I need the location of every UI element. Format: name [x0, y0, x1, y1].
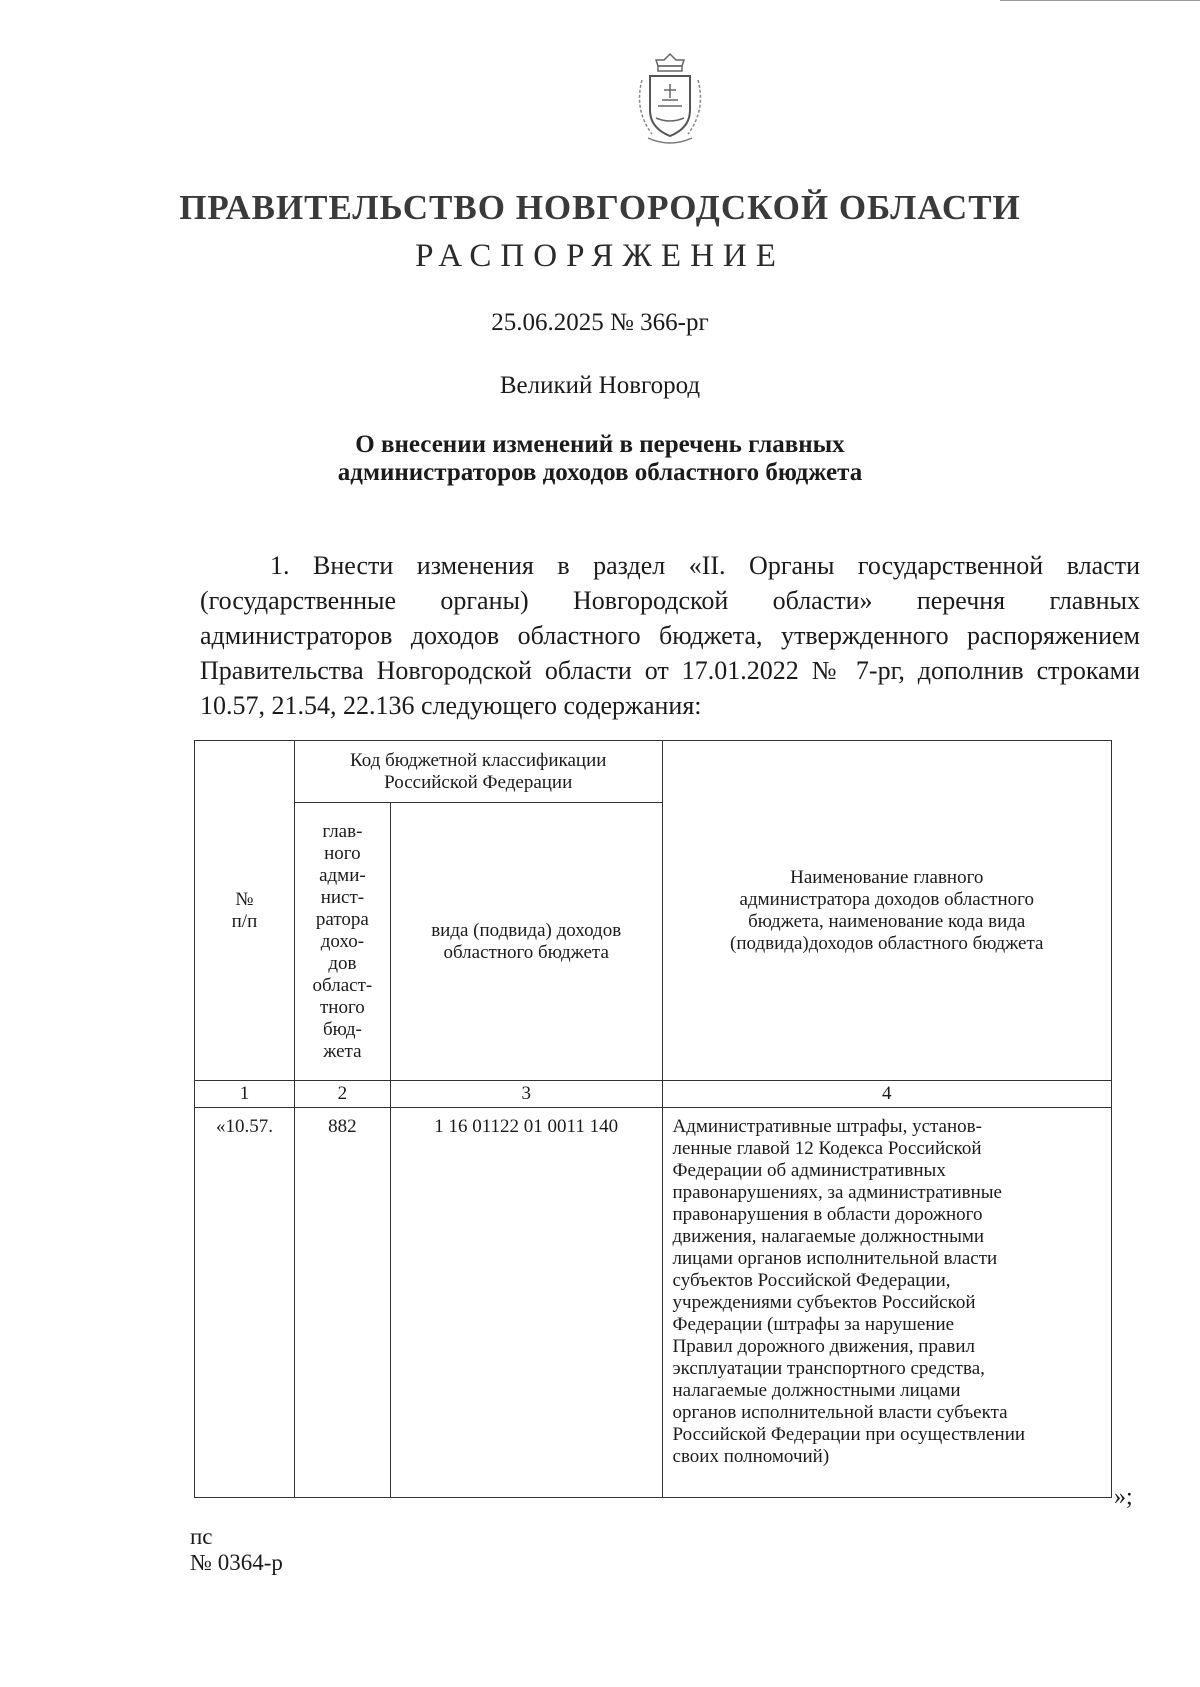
row-num: «10.57. [195, 1108, 295, 1498]
header-name: Наименование главного администратора доходов областного бюджета, наименование кода вида (подвида)доходов областного бюджета [662, 741, 1111, 1081]
footer-note [190, 1524, 283, 1576]
header-type: вида (подвида) доходов областного бюджета [390, 803, 662, 1081]
paragraph-text: 1. Внести изменения в раздел «II. Органы государственной власти (государственные органы) Новгородской области» перечня главных администраторов доходов областного бюджета, утвержденного распоряжением Правительства Новгородской области от 17.01.2022 № 7-рг, дополнив строками 10.57, 21.54, 22.136 следующего содержания: [200, 551, 1140, 720]
header-num: № п/п [195, 741, 295, 1081]
index-cell: 1 [195, 1081, 295, 1108]
closing-quote: »; [1114, 1484, 1133, 1510]
index-cell: 2 [294, 1081, 390, 1108]
title-line-2: администраторов доходов областного бюджета [337, 459, 863, 486]
table-row [195, 1108, 1112, 1498]
document-title [0, 431, 1200, 487]
row-description: Административные штрафы, установ- ленные главой 12 Кодекса Российской Федерации об административных правонарушениях, за административные правонарушения в области дорожного движения, налагаемые должностными лицами органов исполнительной власти субъектов Российской Федерации, учреждениями субъектов Российской Федерации (штрафы за нарушение Правил дорожного движения, правил эксплуатации транспортного средства, налагаемые должностными лицами органов исполнительной власти субъекта Российской Федерации при осуществлении своих полномочий) [662, 1108, 1111, 1498]
title-line-1: О внесении изменений в перечень главных [355, 431, 845, 458]
row-admin-code: 882 [294, 1108, 390, 1498]
body-paragraph [200, 548, 1140, 723]
index-cell: 3 [390, 1081, 662, 1108]
budget-code-table [194, 740, 1112, 1498]
footer-ref: № 0364-р [190, 1550, 283, 1575]
row-income-code: 1 16 01122 01 0011 140 [390, 1108, 662, 1498]
coat-of-arms-emblem [628, 50, 712, 150]
index-row [195, 1081, 1112, 1108]
header-admin: глав- ного адми- нист- ратора дохо- дов област- тного бюд- жета [294, 803, 390, 1081]
organization-name: ПРАВИТЕЛЬСТВО НОВГОРОДСКОЙ ОБЛАСТИ [179, 188, 1021, 227]
city-name: Великий Новгород [499, 372, 701, 399]
document-type: РАСПОРЯЖЕНИЕ [415, 238, 785, 274]
scan-edge-line [1000, 0, 1200, 1]
header-code-group: Код бюджетной классификации Российской Федерации [294, 741, 662, 803]
footer-ps: пс [190, 1524, 213, 1549]
index-cell: 4 [662, 1081, 1111, 1108]
date-and-number: 25.06.2025 № 366-рг [491, 309, 709, 336]
